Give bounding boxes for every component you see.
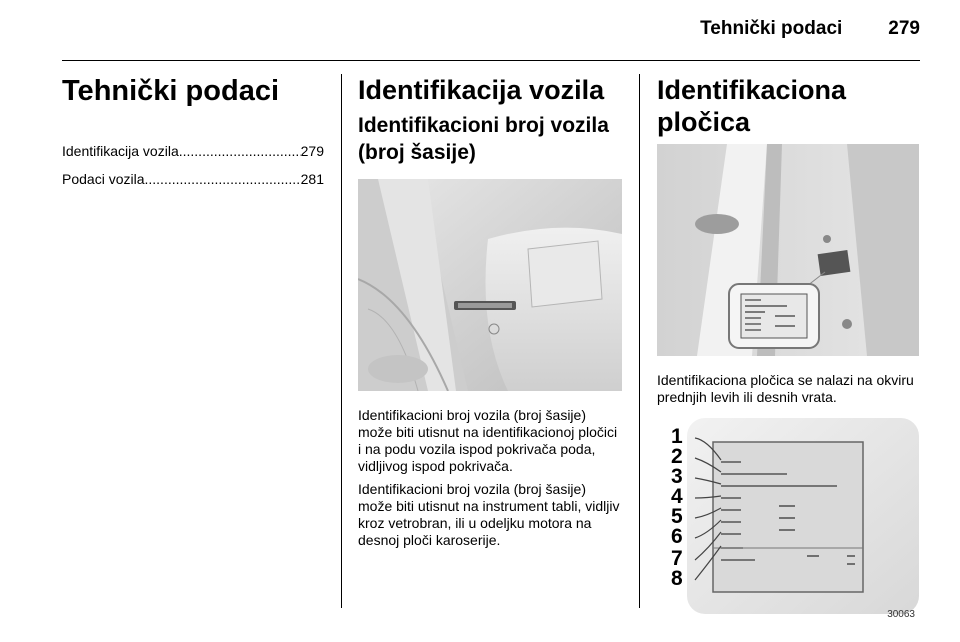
- toc-leader-dots: [179, 142, 301, 160]
- chapter-toc: [62, 74, 324, 198]
- toc-leader-dots: [145, 170, 301, 188]
- running-header-title: Tehnički podaci: [700, 18, 843, 39]
- plate-callout-number: 3: [671, 465, 683, 488]
- plate-detail-illustration: [657, 418, 919, 634]
- vin-location-illustration: [358, 179, 622, 391]
- section-title: Identifikaciona pločica: [657, 75, 847, 137]
- plate-callout-number: 5: [671, 505, 683, 528]
- plate-callout-number: 7: [671, 547, 683, 570]
- section-subtitle: Identifikacioni broj vozila (broj šasije): [358, 114, 609, 164]
- toc-item[interactable]: [62, 142, 324, 160]
- plate-caption: Identifikaciona pločica se nalazi na okviru prednjih levih ili desnih vrata.: [657, 372, 914, 405]
- plate-callout-number: 6: [671, 525, 683, 548]
- vin-paragraph: Identifikacioni broj vozila (broj šasije) može biti utisnut na identifikacionoj pločici i na podu vozila ispod pokrivača poda, vidljivog ispod pokrivača.: [358, 407, 618, 474]
- running-header: [700, 18, 920, 40]
- plate-callout-number: 2: [671, 445, 683, 468]
- toc-item-label: Identifikacija vozila: [62, 143, 179, 159]
- column-divider-2: [639, 74, 640, 608]
- plate-location-illustration: [657, 144, 919, 356]
- toc-item-page: 279: [300, 143, 324, 159]
- toc-item-page: 281: [300, 171, 324, 187]
- plate-location-photo: [657, 144, 919, 356]
- plate-callout-number: 1: [671, 425, 683, 448]
- figure-code: 30063: [887, 609, 915, 620]
- page-number: 279: [888, 18, 920, 39]
- plate-callout-number: 4: [671, 485, 683, 508]
- vehicle-identification-section: [358, 74, 622, 549]
- toc-item[interactable]: [62, 170, 324, 188]
- identification-plate-section: [657, 74, 919, 634]
- vin-paragraph: Identifikacioni broj vozila (broj šasije) može biti utisnut na instrument tabli, vidljiv kroz vetrobran, ili u odeljku motora na desnoj ploči karoserije.: [358, 481, 620, 548]
- header-rule: [62, 60, 920, 61]
- column-divider-1: [341, 74, 342, 608]
- plate-detail-figure: [657, 418, 919, 634]
- chapter-title: Tehnički podaci: [62, 75, 280, 107]
- section-title: Identifikacija vozila: [358, 75, 605, 105]
- toc-item-label: Podaci vozila: [62, 171, 145, 187]
- vin-location-photo: [358, 179, 622, 391]
- plate-callout-number: 8: [671, 567, 683, 590]
